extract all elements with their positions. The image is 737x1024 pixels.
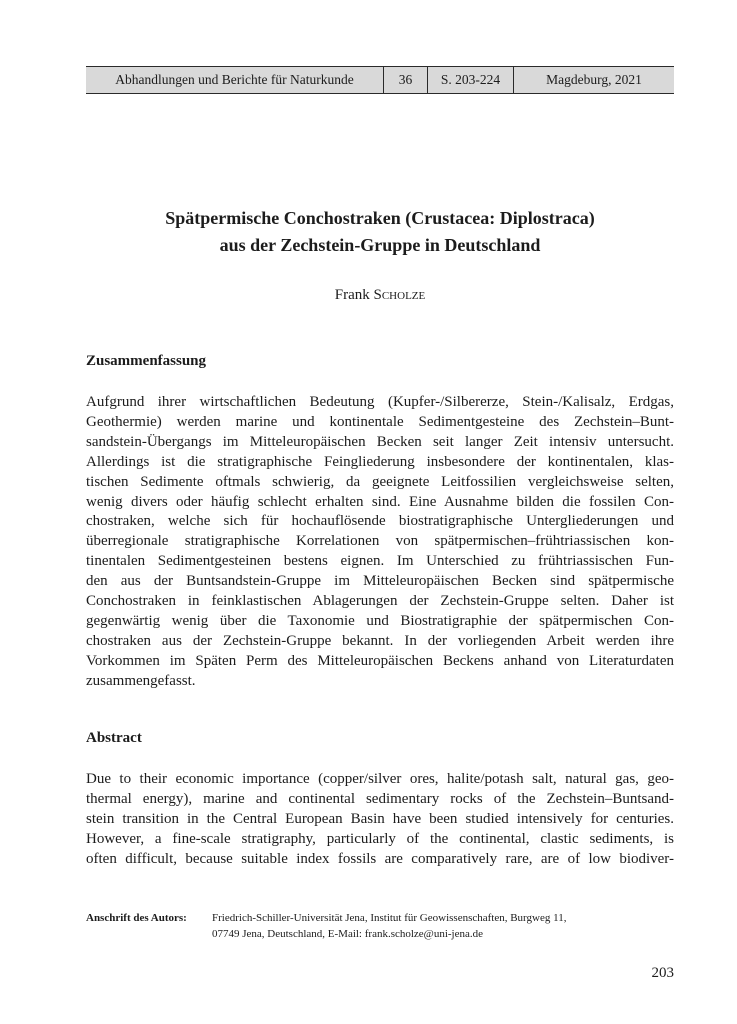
zusammenfassung-text: [86, 393, 674, 692]
address-label: Anschrift des Autors:: [86, 912, 187, 924]
author-address: [86, 910, 674, 942]
journal-volume: 36: [383, 67, 427, 93]
journal-place-year: Magdeburg, 2021: [513, 67, 674, 93]
journal-header: [86, 66, 674, 94]
text-line: wenig divers oder häufig schlecht erhalten sind. Eine Ausnahme bilden die fossilen Con-: [86, 493, 674, 510]
text-line: Aufgrund ihrer wirtschaftlichen Bedeutung (Kupfer-/Silbererze, Stein-/Kalisalz, Erdgas,: [86, 394, 674, 410]
text-line: However, a fine-scale stratigraphy, particularly of the continental, clastic sediments, is: [86, 830, 674, 847]
address-line-1: Friedrich-Schiller-Universität Jena, Institut für Geowissenschaften, Burgweg 11,: [212, 912, 567, 924]
abstract-text: [86, 770, 674, 870]
text-line: Due to their economic importance (copper/silver ores, halite/potash salt, natural gas, geo-: [86, 771, 674, 787]
text-line: den aus der Buntsandstein-Gruppe im Mitteleuropäischen Becken sind spätpermische: [86, 573, 674, 590]
text-line: thermal energy), marine and continental sedimentary rocks of the Zechstein–Buntsand-: [86, 790, 674, 807]
text-line: often difficult, because suitable index fossils are comparatively rare, are of low biodiver-: [86, 850, 674, 867]
paper-title-line-1: Spätpermische Conchostraken (Crustacea: Diplostraca): [165, 208, 595, 228]
text-line: zusammengefasst.: [86, 672, 196, 689]
text-line: tinentalen Sedimentgesteinen bestens eignen. Im Unterschied zu frühtriassischen Fun-: [86, 553, 674, 570]
paper-title: [60, 205, 700, 259]
address-line-2: 07749 Jena, Deutschland, E-Mail: frank.scholze@uni-jena.de: [212, 928, 483, 940]
author-first-name: Frank: [334, 287, 370, 303]
journal-pages: S. 203-224: [427, 67, 513, 93]
text-line: chostraken aus der Zechstein-Gruppe bekannt. In der vorliegenden Arbeit werden ihre: [86, 632, 674, 649]
text-line: chostraken, welche sich für hochauflösende biostratigraphische Untergliederungen und: [86, 513, 674, 530]
abstract-heading: Abstract: [86, 730, 142, 746]
text-line: stein transition in the Central European Basin have been studied intensively for centuries.: [86, 810, 674, 827]
zusammenfassung-heading: Zusammenfassung: [86, 353, 207, 369]
page-number: 203: [651, 965, 674, 981]
text-line: Vorkommen im Späten Perm des Mitteleuropäischen Beckens anhand von Literaturdaten: [86, 652, 674, 669]
text-line: Geothermie) werden marine und kontinentale Sedimentgesteine des Zechstein–Bunt-: [86, 413, 674, 430]
text-line: sandstein-Übergangs im Mitteleuropäischen Becken seit langer Zeit intensiv untersucht.: [86, 433, 674, 450]
author: [60, 287, 700, 304]
text-line: Allerdings ist die stratigraphische Feingliederung insbesondere der kontinentalen, klas-: [86, 453, 674, 470]
text-line: tischen Sedimente oftmals schwierig, da geeignete Leitfossilien vergleichsweise selten,: [86, 473, 674, 490]
journal-name: Abhandlungen und Berichte für Naturkunde: [115, 72, 354, 87]
paper-title-line-2: aus der Zechstein-Gruppe in Deutschland: [219, 235, 541, 255]
text-line: Conchostraken in feinklastischen Ablagerungen der Zechstein-Gruppe selten. Daher ist: [86, 593, 674, 610]
text-line: gegenwärtig wenig über die Taxonomie und Biostratigraphie der spätpermischen Con-: [86, 612, 674, 629]
author-last-name: Scholze: [373, 287, 426, 303]
text-line: überregionale stratigraphische Korrelationen von spätpermischen–frühtriassischen kon-: [86, 533, 674, 550]
